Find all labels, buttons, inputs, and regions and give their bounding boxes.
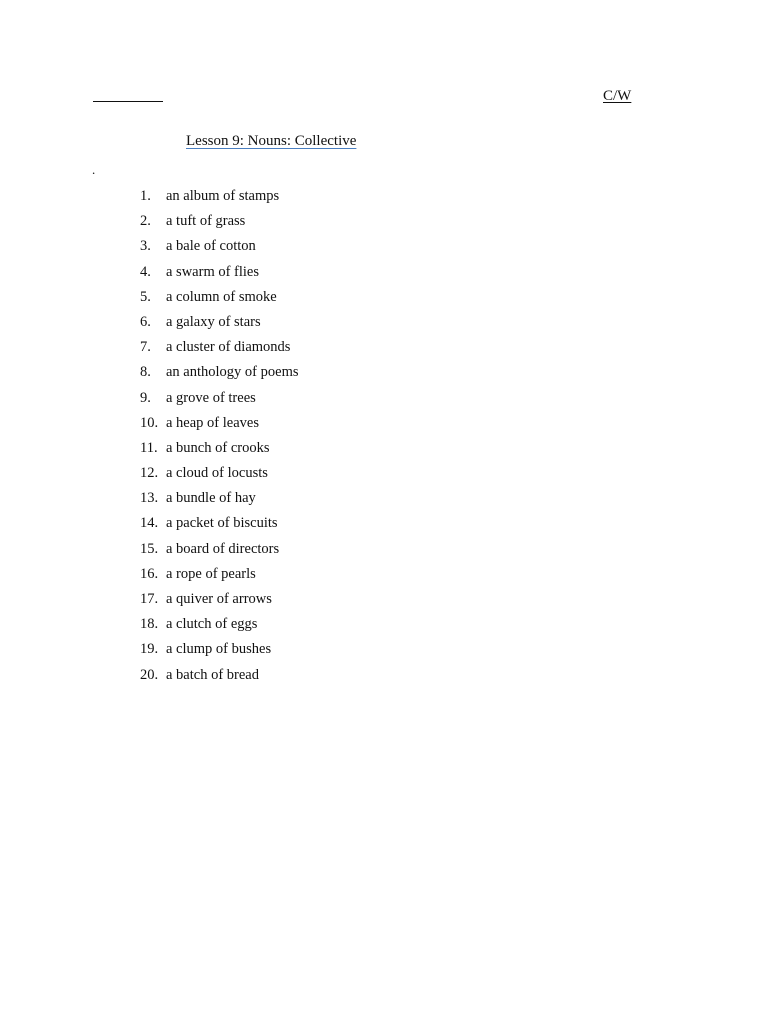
item-number: 15. — [140, 540, 159, 557]
list-item — [136, 590, 299, 615]
item-text: a clutch of eggs — [166, 616, 258, 633]
item-text: an album of stamps — [166, 188, 280, 204]
list-item — [136, 439, 299, 464]
item-number: 7. — [140, 339, 151, 356]
list-item — [136, 338, 299, 363]
item-text: a clump of bushes — [166, 641, 272, 658]
item-text: a swarm of flies — [166, 263, 260, 280]
list-item — [136, 666, 299, 691]
list-item — [136, 640, 299, 665]
item-text: a quiver of arrows — [166, 591, 272, 607]
item-text: a bundle of hay — [166, 490, 256, 507]
item-text: a tuft of grass — [166, 213, 246, 230]
list-item — [136, 187, 299, 212]
list-item — [136, 313, 299, 338]
lesson-title: Lesson 9: Nouns: Collective — [186, 133, 357, 149]
item-number: 18. — [140, 616, 159, 633]
list-item — [136, 237, 299, 262]
item-number: 3. — [140, 238, 151, 255]
item-number: 1. — [140, 188, 151, 204]
item-text: a cluster of diamonds — [166, 339, 291, 356]
item-number: 13. — [140, 490, 159, 507]
name-blank-line — [93, 101, 163, 102]
item-number: 5. — [140, 288, 151, 305]
list-item — [136, 212, 299, 237]
collective-nouns-list — [136, 187, 299, 691]
item-number: 10. — [140, 414, 159, 431]
list-item — [136, 263, 299, 288]
list-item — [136, 288, 299, 313]
item-number: 6. — [140, 313, 151, 330]
item-text: a batch of bread — [166, 666, 259, 683]
item-text: a grove of trees — [166, 389, 256, 406]
item-text: a rope of pearls — [166, 565, 256, 582]
item-number: 11. — [140, 439, 158, 456]
item-text: a galaxy of stars — [166, 313, 261, 330]
item-number: 2. — [140, 213, 151, 230]
item-text: a board of directors — [166, 540, 280, 557]
list-item — [136, 615, 299, 640]
item-number: 19. — [140, 641, 159, 658]
item-number: 12. — [140, 465, 159, 482]
list-item — [136, 464, 299, 489]
classwork-label: C/W — [603, 88, 632, 104]
list-item — [136, 489, 299, 514]
item-number: 14. — [140, 515, 159, 532]
item-number: 4. — [140, 263, 151, 280]
item-text: an anthology of poems — [166, 364, 299, 381]
item-text: a bunch of crooks — [166, 439, 270, 456]
list-item — [136, 363, 299, 388]
item-number: 8. — [140, 364, 151, 381]
item-text: a packet of biscuits — [166, 515, 278, 532]
list-item — [136, 540, 299, 565]
item-text: a heap of leaves — [166, 414, 259, 431]
item-text: a cloud of locusts — [166, 465, 268, 482]
item-number: 20. — [140, 666, 159, 683]
item-number: 16. — [140, 565, 159, 582]
list-item — [136, 414, 299, 439]
stray-mark: . — [92, 162, 96, 177]
list-item — [136, 389, 299, 414]
list-item — [136, 565, 299, 590]
item-text: a bale of cotton — [166, 238, 256, 255]
item-number: 9. — [140, 389, 151, 406]
item-text: a column of smoke — [166, 288, 277, 305]
list-item — [136, 514, 299, 539]
item-number: 17. — [140, 591, 159, 607]
